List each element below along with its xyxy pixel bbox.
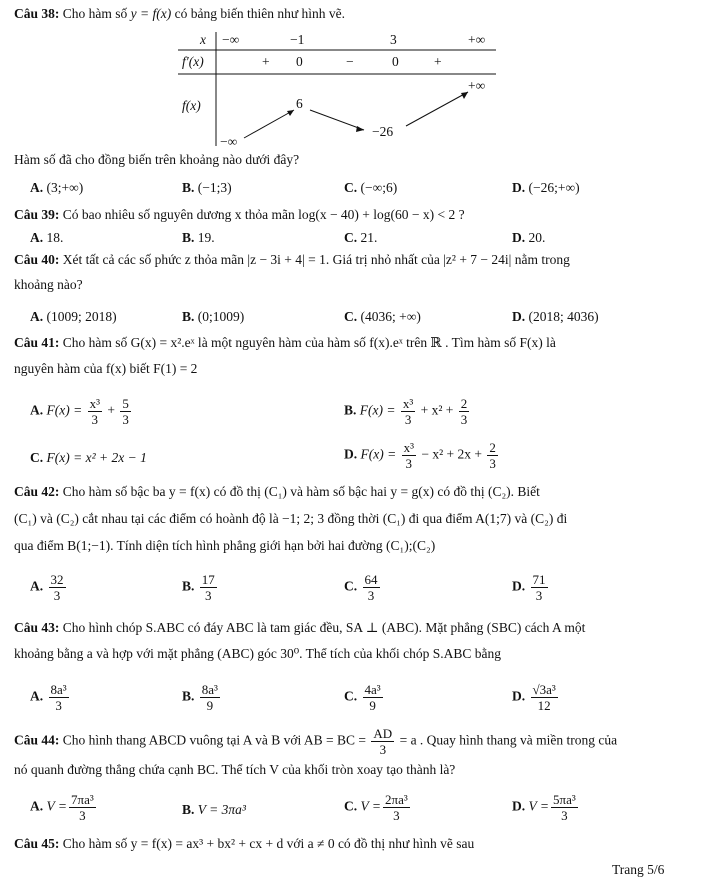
q41-option-c[interactable]: C. F(x) = x² + 2x − 1 (30, 450, 147, 465)
q40-stem-line1: Câu 40: Xét tất cả các số phức z thỏa mãn |z − 3i + 4| = 1. Giá trị nhỏ nhất của |z² + 7 − 24i| nằm trong (14, 252, 570, 267)
table-x-label: x (200, 32, 206, 47)
q43-label: Câu 43: (14, 620, 60, 635)
table-f-val: −26 (372, 124, 394, 139)
q43-option-a[interactable]: A. $\frac{\text{8a³}}{3}$ (30, 682, 67, 713)
q39-option-a[interactable]: A. 18. (30, 230, 64, 245)
q43-stem-line1: Câu 43: Cho hình chóp S.ABC có đáy ABC là tam giác đều, SA ⊥ (ABC). Mặt phẳng (SBC) cách A một (14, 620, 586, 635)
q41-option-d[interactable]: D. F(x) = $\frac{\text{x³}}{3}$ − x² + 2x + $\frac{2}{3}$ (344, 440, 496, 471)
table-x-val: +∞ (468, 32, 486, 47)
table-sign: 0 (296, 54, 303, 69)
q42-option-c[interactable]: C. $\frac{64}{3}$ (344, 572, 378, 603)
q38-question: Hàm số đã cho đồng biến trên khoảng nào dưới đây? (14, 152, 300, 167)
q40-option-b[interactable]: B. (0;1009) (182, 309, 245, 324)
q39-option-c[interactable]: C. 21. (344, 230, 378, 245)
q41-stem-line2: nguyên hàm của f(x) biết F(1) = 2 (14, 361, 198, 376)
table-f-val: 6 (296, 96, 303, 111)
arrow-up-1 (244, 110, 294, 138)
table-fprime-label: f′(x) (182, 54, 204, 69)
q38-option-d[interactable]: D. (−26;+∞) (512, 180, 580, 195)
table-f-label: f(x) (182, 98, 201, 113)
variation-table (178, 30, 500, 149)
q38-option-a[interactable]: A. (3;+∞) (30, 180, 84, 195)
table-sign: + (434, 54, 442, 69)
table-sign: 0 (392, 54, 399, 69)
table-x-val: 3 (390, 32, 397, 47)
table-x-val: −1 (290, 32, 305, 47)
q41-stem-line1: Câu 41: Cho hàm số G(x) = x².eˣ là một nguyên hàm của hàm số f(x).eˣ trên ℝ . Tìm hàm số F(x) là (14, 335, 556, 350)
q44-stem-line1: Câu 44: Cho hình thang ABCD vuông tại A và B với AB = BC = $\frac{AD}{3}$ = a . Quay hình thang và miền trong của (14, 726, 618, 757)
q42-stem-line1: Câu 42: Cho hàm số bậc ba y = f(x) có đồ thị (C₁) và hàm số bậc hai y = g(x) có đồ thị (C₂). Biết (14, 484, 540, 499)
table-sign: + (262, 54, 270, 69)
q44-option-c[interactable]: C. V = $\frac{\text{2πa³}}{3}$ (344, 792, 408, 823)
q43-option-c[interactable]: C. $\frac{\text{4a³}}{9}$ (344, 682, 381, 713)
arrow-up-2 (406, 92, 468, 126)
table-x-val: −∞ (222, 32, 240, 47)
q44-label: Câu 44: (14, 732, 60, 748)
q42-option-b[interactable]: B. $\frac{17}{3}$ (182, 572, 215, 603)
arrow-down (310, 110, 364, 130)
q39-stem: Câu 39: Có bao nhiêu số nguyên dương x thỏa mãn log(x − 40) + log(60 − x) < 2 ? (14, 207, 465, 222)
q38-label: Câu 38: (14, 6, 60, 21)
q42-option-d[interactable]: D. $\frac{71}{3}$ (512, 572, 546, 603)
q43-option-b[interactable]: B. $\frac{\text{8a³}}{9}$ (182, 682, 218, 713)
q42-stem-line3: qua điểm B(1;−1). Tính diện tích hình phẳng giới hạn bởi hai đường (C₁);(C₂) (14, 538, 436, 553)
page-number: Trang 5/6 (612, 862, 665, 877)
q40-stem-line2: khoảng nào? (14, 277, 83, 292)
q38-option-b[interactable]: B. (−1;3) (182, 180, 232, 195)
q41-label: Câu 41: (14, 335, 60, 350)
table-f-val: −∞ (220, 134, 238, 149)
q39-option-b[interactable]: B. 19. (182, 230, 215, 245)
q44-stem-line2: nó quanh đường thẳng chứa cạnh BC. Thể tích V của khối tròn xoay tạo thành là? (14, 762, 456, 777)
q40-label: Câu 40: (14, 252, 60, 267)
q41-option-b[interactable]: B. F(x) = $\frac{\text{x³}}{3}$ + x² + $\frac{2}{3}$ (344, 396, 468, 427)
q45-stem: Câu 45: Cho hàm số y = f(x) = ax³ + bx² + cx + d với a ≠ 0 có đồ thị như hình vẽ sau (14, 836, 475, 851)
q39-label: Câu 39: (14, 207, 60, 222)
q39-option-d[interactable]: D. 20. (512, 230, 546, 245)
q41-option-a[interactable]: A. F(x) = $\frac{\text{x³}}{3}$ + $\frac{5}{3}$ (30, 396, 129, 427)
table-f-val: +∞ (468, 78, 486, 93)
q44-option-b[interactable]: B. V = 3πa³ (182, 802, 246, 817)
q42-stem-line2: (C₁) và (C₂) cắt nhau tại các điểm có hoành độ là −1; 2; 3 đồng thời (C₁) đi qua điểm A(1;7) và (C₂) đi (14, 511, 568, 526)
table-sign: − (346, 54, 354, 69)
q38-stem: Câu 38: Cho hàm số y = f(x) có bảng biến thiên như hình vẽ. (14, 6, 346, 21)
q43-stem-line2: khoảng bằng a và hợp với mặt phẳng (ABC) góc 30⁰. Thể tích của khối chóp S.ABC bằng (14, 646, 501, 661)
q40-option-d[interactable]: D. (2018; 4036) (512, 309, 599, 324)
q40-option-a[interactable]: A. (1009; 2018) (30, 309, 117, 324)
q44-option-d[interactable]: D. V = $\frac{\text{5πa³}}{3}$ (512, 792, 576, 823)
q38-option-c[interactable]: C. (−∞;6) (344, 180, 398, 195)
q44-option-a[interactable]: A. V = $\frac{\text{7πa³}}{3}$ (30, 792, 94, 823)
q40-option-c[interactable]: C. (4036; +∞) (344, 309, 421, 324)
q42-option-a[interactable]: A. $\frac{32}{3}$ (30, 572, 64, 603)
q45-label: Câu 45: (14, 836, 60, 851)
q42-label: Câu 42: (14, 484, 60, 499)
q43-option-d[interactable]: D. $\frac{\text{√3a³}}{12}$ (512, 682, 556, 713)
